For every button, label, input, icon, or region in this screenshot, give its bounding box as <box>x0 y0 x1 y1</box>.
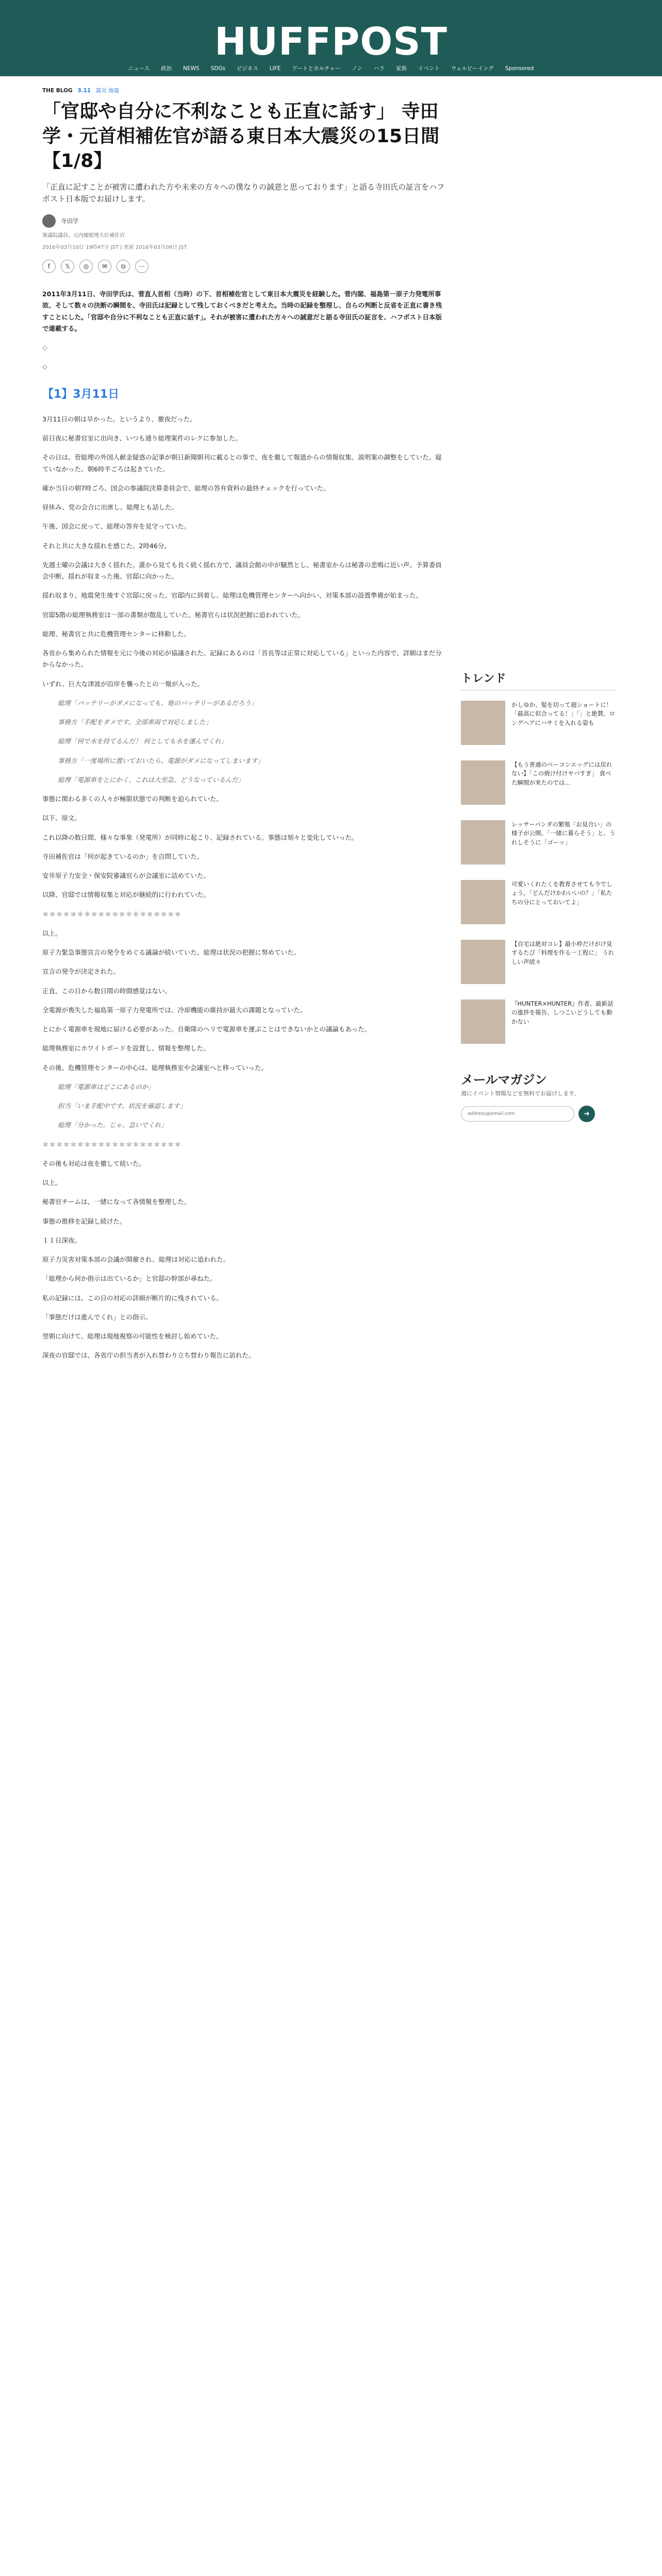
body-paragraph: 私の記録には、この日の対応の詳細が断片的に残されている。 <box>42 1294 223 1302</box>
nav-item[interactable]: LIFE <box>269 65 281 72</box>
trend-title[interactable]: 可愛いくれたくを教育させても今でしょう。「どんだけかわいいの？」「私たちの分にとっておいてよ」 <box>511 880 613 906</box>
nav-item[interactable]: ハラ <box>373 65 385 72</box>
diamond-2: ◇ <box>42 363 47 371</box>
separator-2: ＊＊＊＊＊＊＊＊＊＊＊＊＊＊＊＊＊＊＊＊ <box>42 1140 182 1148</box>
mail-icon[interactable]: ✉ <box>98 260 111 273</box>
trend-title[interactable]: 【自宅は絶対コレ】最小枠だけがけ見するたび「料理を作る一工程に」 うれしい声続々 <box>511 940 615 965</box>
body-paragraph: 総理執務室にホワイトボードを設置し、情報を整理した。 <box>42 1044 210 1053</box>
body-paragraph: その後、危機管理センターの中心は、総理執務室や会議室へと移っていった。 <box>42 1063 268 1072</box>
trend-thumbnail[interactable] <box>461 940 505 984</box>
byline <box>42 214 444 228</box>
body-paragraph: １１日深夜。 <box>42 1236 81 1244</box>
body-paragraph: それと共に大きな揺れを感じた。2時46分。 <box>42 541 171 550</box>
diamond-1: ◇ <box>42 344 47 352</box>
trend-item[interactable] <box>461 999 616 1049</box>
body-paragraph: 事態に関わる多くの人々が極限状態での判断を迫られていた。 <box>42 795 223 803</box>
sidebar <box>461 670 616 1122</box>
final-paragraphs <box>42 1158 444 1362</box>
article-body <box>42 289 444 1361</box>
quotes-2 <box>42 1081 444 1131</box>
body-paragraph: 午後、国会に戻って、総理の答弁を見守っていた。 <box>42 522 191 531</box>
body-paragraph: 秘書官チームは、一緒になって各情報を整理した。 <box>42 1198 191 1206</box>
body-paragraph: 翌朝に向けて、総理は現地視察の可能性を検討し始めていた。 <box>42 1332 223 1341</box>
body-paragraph: 安井原子力安全・保安院審議官らが会議室に詰めていた。 <box>42 872 210 880</box>
trend-thumbnail[interactable] <box>461 880 505 924</box>
body-paragraph: 原子力災害対策本部の会議が開催され、総理は対応に追われた。 <box>42 1256 230 1264</box>
nav-item[interactable]: アートとカルチャー <box>292 65 341 72</box>
body-paragraph: 以上。 <box>42 1179 62 1187</box>
more-icon[interactable]: ⋯ <box>135 260 148 273</box>
section-tag[interactable]: 震災 地震 <box>95 88 120 94</box>
dek: 「正直に記すことが被害に遭われた方や未来の方々への僕なりの誠意と思っております」と語る寺田氏の証言をハフポスト日本版でお届けします。 <box>42 182 445 204</box>
nav-item[interactable]: SDGs <box>210 65 226 72</box>
quote-line: 担当「いま手配中です。状況を確認します」 <box>58 1102 187 1110</box>
nav-item[interactable]: NEWS <box>183 65 200 72</box>
newsletter <box>461 1070 616 1122</box>
author-role: 衆議院議員。元内閣総理大臣補佐官 <box>42 233 125 239</box>
section-date[interactable]: 3.11 <box>77 88 91 94</box>
quote-line: 総理「分かった。じゃ、急いでくれ」 <box>58 1121 168 1129</box>
trend-thumbnail[interactable] <box>461 760 505 805</box>
body-paragraph: 「総理から何か指示は出ているか」と官邸の幹部が尋ねた。 <box>42 1275 217 1283</box>
body-paragraph: 原子力緊急事態宣言の発令をめぐる議論が続いていた。総理は状況の把握に努めていた。 <box>42 948 301 957</box>
body-paragraph: 全電源が喪失した福島第一原子力発電所では、冷却機能の維持が最大の課題となっていた。 <box>42 1006 307 1014</box>
body-paragraph: 「事態だけは進んでくれ」との指示。 <box>42 1313 152 1321</box>
body-paragraph: 正直、この日から数日間の時間感覚はない。 <box>42 987 172 995</box>
body-paragraph: 先週土曜の会議は大きく揺れた。誰から見ても長く続く揺れ方で、議員会館の中が騒然とし、秘書室からは秘書の悲鳴に近い声。予算委員会中断、揺れが収まった後、官邸に向かった。 <box>42 561 442 581</box>
top-nav <box>0 63 662 74</box>
trend-title[interactable]: 『HUNTER×HUNTER』作者、最新話の進捗を報告。しつこいどうしても動かない <box>511 1000 614 1025</box>
body-paragraph: 昼休み、党の会合に出席し、総理とも話した。 <box>42 503 178 512</box>
body-paragraph: 官邸5階の総理執務室は一部の書類が散乱していた。秘書官らは状況把握に追われていた。 <box>42 611 304 619</box>
nav-item[interactable]: ニュース <box>128 65 150 72</box>
body-paragraph: 前日夜に秘書官室に出向き、いつも通り総理案件のレクに参加した。 <box>42 434 242 443</box>
body-paragraph: とにかく電源車を現地に届ける必要があった。自衛隊のヘリで電源車を運ぶことはできないかとの議論もあった。 <box>42 1025 371 1033</box>
facebook-icon[interactable]: f <box>42 260 56 273</box>
body-paragraph: 以降、官邸では情報収集と対応が継続的に行われていた。 <box>42 891 210 899</box>
newsletter-form <box>461 1106 616 1122</box>
trend-item[interactable] <box>461 760 616 810</box>
lead-paragraph: 2011年3月11日、寺田学氏は、菅直人首相（当時）の下、首相補佐官として東日本大震災を経験した。菅内閣、福島第一原子力発電所事故、そして数々の決断の瞬間を、寺田氏は記録として残しておくべきだと考えた。当時の記録を整理し、自らの判断と反省を正直に書き残すことにした。「官邸や自分に不利なことも正直に話す」。それが被害に遭われた方々への誠意だと語る寺田氏の証言を、ハフポスト日本版で連載する。 <box>42 290 442 332</box>
body-paragraph: 事態の推移を記録し続けた。 <box>42 1217 126 1225</box>
site-logo[interactable]: HUFFPOST <box>214 20 448 64</box>
nav-item[interactable]: ウェルビーイング <box>451 65 494 72</box>
share-bar <box>42 260 444 273</box>
nav-item[interactable]: ノン <box>352 65 362 72</box>
trend-title[interactable]: 【もう普通のベーコンエッグには戻れない】「この焼け付けヤバすぎ」 食べた瞬間が来たのでは… <box>511 761 613 786</box>
x-icon[interactable]: 𝕏 <box>61 260 74 273</box>
body-paragraph: 3月11日の朝は早かった。というより、徹夜だった。 <box>42 415 196 423</box>
trend-item[interactable] <box>461 701 616 750</box>
body-paragraph: 深夜の官邸では、各省庁の担当者が入れ替わり立ち替わり報告に訪れた。 <box>42 1351 255 1360</box>
copy-link-icon[interactable]: ⧉ <box>117 260 130 273</box>
trend-item[interactable] <box>461 820 616 870</box>
headline: 「官邸や自分に不利なことも正直に話す」 寺田学・元首相補佐官が語る東日本大震災の15日間【1/8】 <box>42 101 440 172</box>
quote-line: 総理「電源車をとにかく、これは大至急、どうなっているんだ」 <box>58 775 245 784</box>
body-paragraph: その後も対応は夜を徹して続いた。 <box>42 1159 146 1167</box>
body-paragraph: 寺田補佐官は「何が起きているのか」を自問していた。 <box>42 852 204 860</box>
body-paragraph: 総理、秘書官と共に危機管理センターに移動した。 <box>42 630 191 638</box>
newsletter-title: メールマガジン <box>461 1073 547 1087</box>
site-header <box>0 0 662 76</box>
section-label[interactable]: THE BLOG <box>42 88 73 94</box>
quote-line: 事務方「一度場所に置いておいたら、電源がダメになってしまいます」 <box>58 756 264 765</box>
nav-item[interactable]: ビジネス <box>237 65 258 72</box>
nav-item[interactable]: Sponsored <box>505 65 534 72</box>
body-paragraph: 揺れ収まり、地震発生後すぐ官邸に戻った。官邸内に到着し、総理は危機管理センターへ向かい、対策本部の設置準備が始まった。 <box>42 591 423 600</box>
trend-thumbnail[interactable] <box>461 701 505 745</box>
article <box>42 87 444 1369</box>
paragraphs <box>42 414 444 690</box>
author-name[interactable]: 寺田学 <box>61 217 79 225</box>
nav-item[interactable]: 政治 <box>161 65 172 72</box>
trend-title[interactable]: かしゆか、髪を切って超ショートに！「最高に似合ってる！」「」と絶賛。ロングヘアにハサミを入れる姿も <box>511 701 616 726</box>
body-paragraph: これ以降の数日間、様々な事象（発電所）が同時に起こり、記録されている。事態は刻々と変化していった。 <box>42 833 358 841</box>
quote-line: 事務方「手配をダメです。全部車両で対応しました」 <box>58 718 212 726</box>
body-paragraph: 各省から集められた情報を元に今後の対応が協議された。記録にあるのは「首長等は正常に対応している」といった内容で、詳細はまだ分からなかった。 <box>42 649 442 669</box>
nav-item[interactable]: 家族 <box>395 65 407 72</box>
trend-title: トレンド <box>461 670 616 690</box>
timestamps: 2016年03月10日 19時47分 JST | 更新 2016年03月09日 JST <box>42 245 187 251</box>
trend-item[interactable] <box>461 940 616 989</box>
separator: ＊＊＊＊＊＊＊＊＊＊＊＊＊＊＊＊＊＊＊＊ <box>42 910 182 918</box>
quotes <box>42 698 444 786</box>
line-icon[interactable]: ◎ <box>79 260 93 273</box>
body-paragraph: いずれ、巨大な津波が沿岸を襲ったとの一報が入った。 <box>42 680 204 688</box>
author-avatar[interactable] <box>42 214 56 228</box>
body-paragraph: 以下、原文。 <box>42 814 81 822</box>
quote-line: 総理「バッテリーがダメになっても、他のバッテリーがあるだろう」 <box>58 699 258 707</box>
body-paragraph: その日は、菅総理の外国人献金疑惑の記事が朝日新聞朝刊に載るとの事で、夜を徹して報道からの情報収集、説明案の調整をしていた。寝ていなかった。朝6時半ごろは起きていた。 <box>42 453 442 473</box>
kicker <box>42 87 444 94</box>
newsletter-email-input[interactable] <box>461 1106 574 1122</box>
trend-item[interactable] <box>461 880 616 929</box>
mid-paragraphs <box>42 793 444 901</box>
newsletter-desc: 週にイベント情報などを無料でお届けします。 <box>461 1090 580 1097</box>
quote-line: 総理「何で水を持てるんだ！ 何としても水を運んでくれ」 <box>58 737 227 745</box>
trend-thumbnail[interactable] <box>461 999 505 1044</box>
body-paragraph: 宣言の発令が決定された。 <box>42 968 120 976</box>
quote-line: 総理「電源車はどこにあるのか」 <box>58 1082 155 1091</box>
trend-title[interactable]: レッサーパンダの繁殖「お見合い」の様子が公開。「一緒に暮らそう」と、うれしそうに「ゴーッ」 <box>511 821 616 846</box>
newsletter-submit-button[interactable]: ➜ <box>578 1106 595 1122</box>
trend-thumbnail[interactable] <box>461 820 505 865</box>
later-paragraphs <box>42 928 444 1074</box>
body-paragraph: 以上。 <box>42 929 62 937</box>
body-paragraph: 確か当日の朝7時ごろ、国会の参議院決算委員会で、総理の答弁資料の最終チェックを行っていた。 <box>42 484 330 492</box>
section-heading: 【1】3月11日 <box>42 387 120 401</box>
nav-item[interactable]: イベント <box>418 65 440 72</box>
trend-list <box>461 701 616 1049</box>
